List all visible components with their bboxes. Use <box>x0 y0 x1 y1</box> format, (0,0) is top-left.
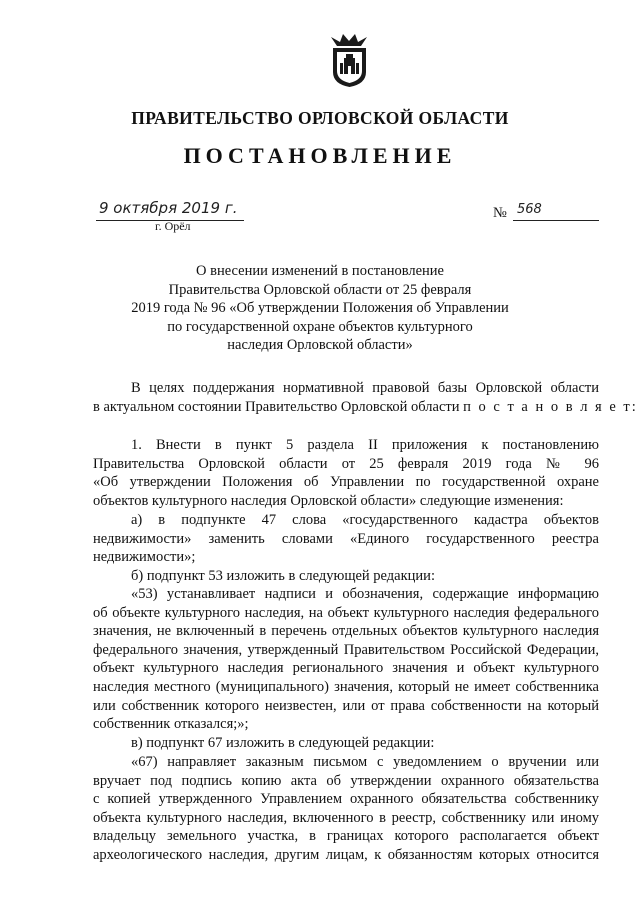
subitem-a-paragraph <box>93 511 599 567</box>
document-type: ПОСТАНОВЛЕНИЕ <box>183 143 457 168</box>
subitem-b-paragraph <box>93 567 599 586</box>
text-line: объектов культурного наследия Орловской области» следующие изменения: <box>93 492 564 509</box>
text-line: в) подпункт 67 изложить в следующей редакции: <box>131 735 435 751</box>
point-53-paragraph <box>93 585 599 734</box>
point-67-paragraph <box>93 753 599 865</box>
text-line: «67) направляет заказным письмом с уведомлением о вручении или <box>131 754 599 770</box>
text-line: б) подпункт 53 изложить в следующей редакции: <box>131 568 435 584</box>
text-line: 1. Внести в пункт 5 раздела II приложения к постановлению <box>131 437 599 453</box>
preamble-paragraph <box>93 379 638 416</box>
text-line: вручает под подпись копию акта об утверждении охранного обязательства <box>93 772 599 789</box>
text-line: «Об утверждении Положения об Управлении по государственной охране <box>93 474 599 491</box>
text-line: археологического наследия, другим лицам, к обязанностям которых относится <box>93 846 599 863</box>
text-fragment: в актуальном состоянии Правительство Орловской области <box>93 398 460 415</box>
document-number: 568 <box>517 202 542 217</box>
title-line: по государственной охране объектов культурного <box>167 318 473 335</box>
text-line: а) в подпункте 47 слова «государственного кадастра объектов <box>131 512 599 528</box>
number-label: № <box>493 205 507 221</box>
document-date: 9 октября 2019 г. <box>99 199 238 217</box>
coat-of-arms-emblem <box>327 30 372 88</box>
text-line: В целях поддержания нормативной правовой базы Орловской области <box>131 380 599 396</box>
text-line <box>93 398 638 417</box>
title-line: 2019 года № 96 «Об утверждении Положения об Управлении <box>131 300 509 316</box>
document-city: г. Орёл <box>155 219 191 233</box>
text-line: недвижимости» заменить словами «Единого государственного реестра <box>93 530 599 547</box>
text-line: с копией утвержденного Управлением охранного обязательства собственнику <box>93 791 599 808</box>
title-line: О внесении изменений в постановление <box>196 263 444 279</box>
item-1-paragraph <box>93 436 599 510</box>
text-line: объекта культурного наследия, включенного в реестр, собственнику или иному <box>93 809 599 826</box>
text-line: значения, не включенный в перечень отдельных объектов культурного наследия <box>93 623 599 640</box>
text-line: Правительства Орловской области от 25 февраля 2019 года № 96 <box>93 455 599 472</box>
text-line: об объекте культурного наследия, на объект культурного наследия федерального <box>93 604 599 621</box>
resolution-keyword: п о с т а н о в л я е т: <box>463 398 638 415</box>
text-line: недвижимости»; <box>93 549 196 566</box>
title-line: наследия Орловской области» <box>227 337 413 353</box>
text-line: объект культурного наследия регионального значения и объект культурного <box>93 660 599 677</box>
number-underline <box>513 220 599 221</box>
text-line: наследия местного (муниципального) значения, который не имеет собственника <box>93 678 599 695</box>
text-line: или собственник которого неизвестен, или от права собственности на который <box>93 697 599 714</box>
text-line: федерального значения, утвержденный Правительством Российской Федерации, <box>93 641 599 658</box>
organization-name: ПРАВИТЕЛЬСТВО ОРЛОВСКОЙ ОБЛАСТИ <box>131 108 509 128</box>
title-line: Правительства Орловской области от 25 февраля <box>168 281 472 298</box>
text-line: владельцу земельного участка, в границах которого располагается объект <box>93 828 599 845</box>
document-title <box>120 262 520 355</box>
subitem-v-paragraph <box>93 734 599 753</box>
text-line: собственник отказался;»; <box>93 716 249 733</box>
text-line: «53) устанавливает надписи и обозначения, содержащие информацию <box>131 586 599 602</box>
